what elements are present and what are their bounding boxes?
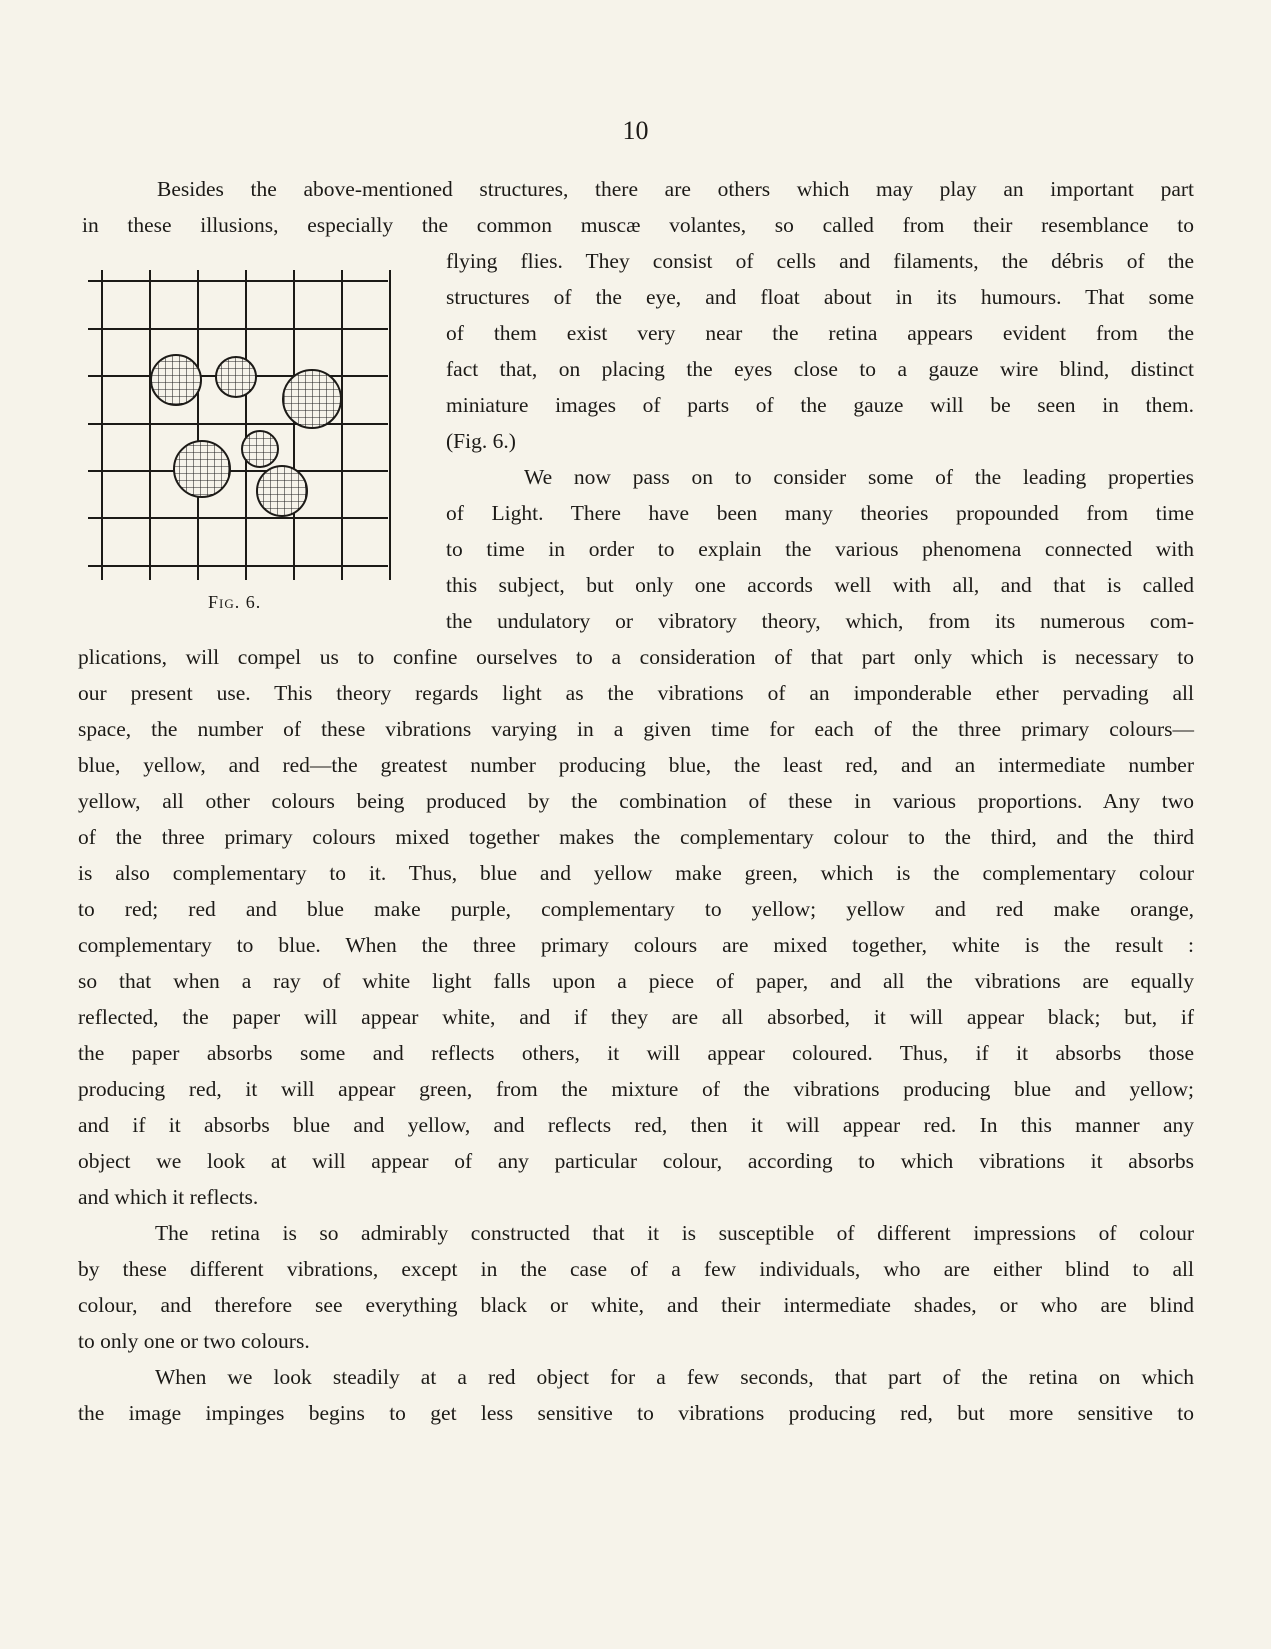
text-line: We now pass on to consider some of the leading properties xyxy=(524,465,1194,489)
text-line: in these illusions, especially the common muscæ volantes, so called from their resemblance to xyxy=(82,213,1194,237)
text-line: complementary to blue. When the three primary colours are mixed together, white is the result : xyxy=(78,933,1194,957)
text-line: the paper absorbs some and reflects others, it will appear coloured. Thus, if it absorbs those xyxy=(78,1041,1194,1065)
text-line: When we look steadily at a red object for a few seconds, that part of the retina on which xyxy=(155,1365,1194,1389)
text-line: yellow, all other colours being produced by the combination of these in various proportions. Any two xyxy=(78,789,1194,813)
text-line: of the three primary colours mixed together makes the complementary colour to the third, and the third xyxy=(78,825,1194,849)
text-line: and which it reflects. xyxy=(78,1185,259,1209)
text-line: of them exist very near the retina appears evident from the xyxy=(446,321,1194,345)
text-line: is also complementary to it. Thus, blue and yellow make green, which is the complementary colour xyxy=(78,861,1194,885)
text-line: plications, will compel us to confine ourselves to a consideration of that part only which is necessary to xyxy=(78,645,1194,669)
text-line: miniature images of parts of the gauze will be seen in them. xyxy=(446,393,1194,417)
text-line: space, the number of these vibrations varying in a given time for each of the three primary colours— xyxy=(78,717,1194,741)
text-line: Besides the above-mentioned structures, there are others which may play an important part xyxy=(157,177,1194,201)
text-line: flying flies. They consist of cells and filaments, the débris of the xyxy=(446,249,1194,273)
text-line: so that when a ray of white light falls upon a piece of paper, and all the vibrations are equally xyxy=(78,969,1194,993)
fig-6-gauze-illustration xyxy=(88,270,408,590)
text-line: the image impinges begins to get less sensitive to vibrations producing red, but more sensitive to xyxy=(78,1401,1194,1425)
text-line: The retina is so admirably constructed that it is susceptible of different impressions of colour xyxy=(155,1221,1194,1245)
page-number: 10 xyxy=(622,116,649,145)
text-line: (Fig. 6.) xyxy=(446,429,516,453)
text-line: and if it absorbs blue and yellow, and reflects red, then it will appear red. In this manner any xyxy=(78,1113,1194,1137)
text-line: to red; red and blue make purple, complementary to yellow; yellow and red make orange, xyxy=(78,897,1194,921)
text-line: fact that, on placing the eyes close to a gauze wire blind, distinct xyxy=(446,357,1194,381)
figure-caption: Fig. 6. xyxy=(208,592,262,612)
text-line: reflected, the paper will appear white, and if they are all absorbed, it will appear black; but, if xyxy=(78,1005,1194,1029)
text-line: of Light. There have been many theories propounded from time xyxy=(446,501,1194,525)
text-line: structures of the eye, and float about in its humours. That some xyxy=(446,285,1194,309)
text-line: to time in order to explain the various phenomena connected with xyxy=(446,537,1194,561)
text-line: colour, and therefore see everything black or white, and their intermediate shades, or who are blind xyxy=(78,1293,1194,1317)
text-line: our present use. This theory regards light as the vibrations of an imponderable ether pervading all xyxy=(78,681,1194,705)
text-line: blue, yellow, and red—the greatest number producing blue, the least red, and an intermediate number xyxy=(78,753,1194,777)
text-line: producing red, it will appear green, from the mixture of the vibrations producing blue and yellow; xyxy=(78,1077,1194,1101)
text-line: this subject, but only one accords well with all, and that is called xyxy=(446,573,1194,597)
text-line: by these different vibrations, except in the case of a few individuals, who are either blind to all xyxy=(78,1257,1194,1281)
text-line: the undulatory or vibratory theory, which, from its numerous com- xyxy=(446,609,1194,633)
text-line: object we look at will appear of any particular colour, according to which vibrations it absorbs xyxy=(78,1149,1194,1173)
text-line: to only one or two colours. xyxy=(78,1329,310,1353)
